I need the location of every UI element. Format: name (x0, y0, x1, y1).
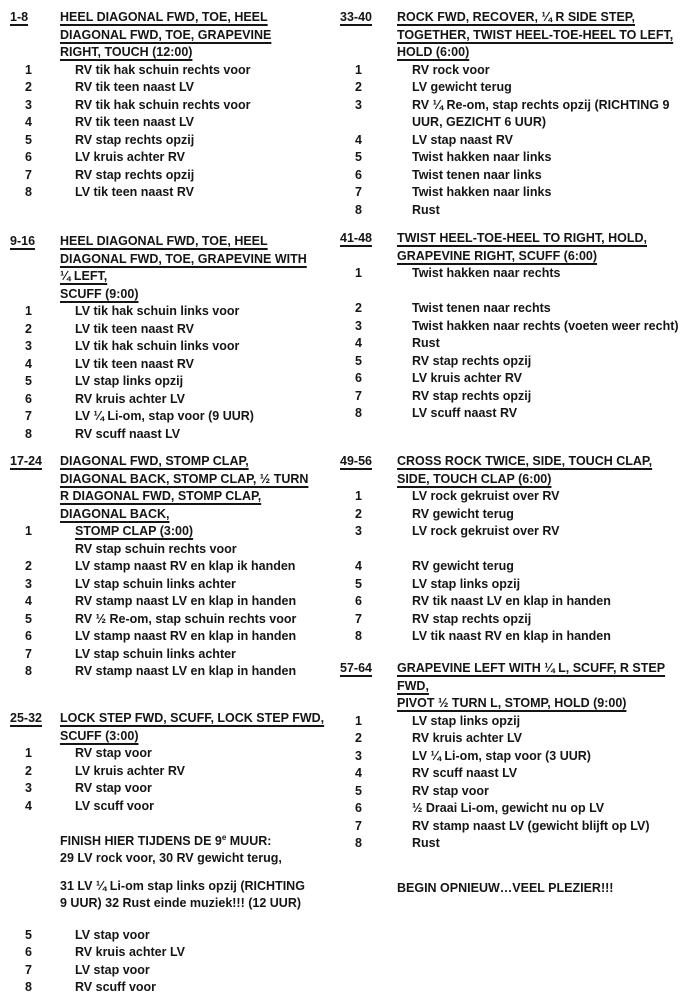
step-row (10, 167, 340, 185)
section-33-40 (340, 9, 694, 219)
step-row (10, 576, 340, 594)
step-number: 2 (355, 506, 362, 521)
step-text: LV stap links opzij (412, 576, 521, 591)
section-header-row (10, 251, 340, 269)
step-number: 2 (25, 559, 32, 573)
step-text: RV stap voor (75, 781, 152, 795)
step-text: RV stamp naast LV (gewicht blijft op LV) (412, 818, 650, 833)
step-number: 3 (355, 97, 362, 112)
section-header-row (10, 268, 340, 286)
step-row (340, 783, 694, 801)
step-number: 4 (355, 132, 362, 147)
section-header-row (340, 230, 694, 248)
step-row (340, 558, 694, 576)
step-number: 2 (25, 763, 32, 778)
step-number: 5 (355, 783, 362, 798)
step-text: LV stap schuin links achter (75, 646, 236, 661)
step-text: LV ¼ Li-om, stap voor (9 UUR) (75, 409, 254, 423)
section-header-row (340, 695, 694, 713)
step-row (340, 167, 694, 185)
step-text: RV tik teen naast LV (75, 80, 195, 94)
step-number: 8 (25, 664, 32, 678)
step-row (10, 927, 340, 945)
step-number: 1 (25, 304, 32, 318)
step-text: RV stap voor (412, 783, 489, 798)
step-row (340, 335, 694, 353)
step-text: Rust (412, 336, 440, 350)
step-row (340, 506, 694, 524)
step-row (10, 303, 340, 321)
step-text: RV scuff voor (75, 980, 157, 994)
step-row (340, 388, 694, 406)
step-row (10, 646, 340, 664)
step-row (10, 373, 340, 391)
section-header-row (10, 488, 340, 506)
step-number: 6 (355, 594, 362, 608)
section-title-line: PIVOT ½ TURN L, STOMP, HOLD (9:00) (397, 696, 627, 710)
step-row (10, 593, 340, 611)
step-text: LV stamp naast RV en klap ik handen (75, 559, 296, 573)
step-text: RV stap schuin rechts voor (75, 541, 237, 556)
step-number: 4 (355, 559, 362, 573)
step-text: LV ¼ Li-om, stap voor (3 UUR) (412, 748, 591, 763)
restart-note (340, 880, 694, 898)
right-column (340, 0, 694, 1000)
step-text: LV gewicht terug (412, 80, 512, 94)
step-row (340, 730, 694, 748)
step-text: RV gewicht terug (412, 559, 514, 573)
finish-note-text: 29 LV rock voor, 30 RV gewicht terug, (60, 851, 282, 865)
step-row (340, 405, 694, 423)
step-row (10, 523, 340, 541)
step-text: RV stap rechts opzij (75, 132, 195, 147)
section-range-label: 25-32 (10, 711, 42, 725)
step-number: 8 (355, 629, 362, 643)
section-9-16 (10, 233, 340, 443)
step-number: 8 (25, 980, 32, 994)
step-number: 4 (25, 798, 32, 813)
step-text: LV stap schuin links achter (75, 576, 236, 591)
section-header-row (10, 9, 340, 27)
step-text: RV tik hak schuin rechts voor (75, 62, 251, 77)
section-title-line: ROCK FWD, RECOVER, ¼ R SIDE STEP, (397, 10, 636, 24)
section-title-line: R DIAGONAL FWD, STOMP CLAP, (60, 489, 262, 503)
step-text: LV tik hak schuin links voor (75, 339, 240, 353)
section-title-line: RIGHT, TOUCH (12:00) (60, 45, 193, 59)
step-row (10, 962, 340, 980)
step-text: RV tik teen naast LV (75, 115, 195, 129)
step-row (10, 745, 340, 763)
section-header-row (340, 678, 694, 696)
section-title-line: TOGETHER, TWIST HEEL-TOE-HEEL TO LEFT, (397, 27, 674, 42)
step-number: 1 (355, 266, 362, 280)
step-row (10, 132, 340, 150)
finish-note-text: FINISH HIER TIJDENS DE 9 (60, 833, 222, 848)
step-row (10, 184, 340, 202)
step-number: 3 (25, 97, 32, 112)
step-number: 2 (355, 731, 362, 745)
section-header-row (10, 728, 340, 746)
step-row (10, 149, 340, 167)
section-header-row (340, 248, 694, 266)
finish-note-text: MUUR: (226, 833, 272, 848)
step-number: 7 (355, 185, 362, 199)
step-number: 5 (355, 353, 362, 368)
step-row (10, 541, 340, 559)
step-text: Twist hakken naar rechts (412, 266, 561, 280)
section-title-line: HOLD (6:00) (397, 45, 470, 59)
step-text: STOMP CLAP (3:00) (75, 524, 194, 538)
section-range-label: 1-8 (10, 10, 29, 24)
step-text: LV stap naast RV (412, 132, 513, 147)
step-text: LV tik naast RV en klap in handen (412, 629, 611, 643)
step-number: 8 (355, 836, 362, 850)
restart-note-text: BEGIN OPNIEUW…VEEL PLEZIER!!! (397, 880, 614, 895)
section-title-line: HEEL DIAGONAL FWD, TOE, HEEL (60, 234, 268, 248)
step-text: LV tik teen naast RV (75, 185, 195, 199)
section-title-line: DIAGONAL FWD, STOMP CLAP, (60, 454, 249, 468)
finish-note-line-2 (10, 850, 340, 868)
step-text: LV scuff voor (75, 798, 154, 813)
section-title-line: HEEL DIAGONAL FWD, TOE, HEEL (60, 10, 268, 24)
section-1-8 (10, 9, 340, 202)
section-title-line: GRAPEVINE LEFT WITH ¼ L, SCUFF, R STEP (397, 661, 666, 675)
step-row (340, 149, 694, 167)
step-number: 5 (25, 611, 32, 626)
section-title-line: LOCK STEP FWD, SCUFF, LOCK STEP FWD, (60, 711, 325, 725)
section-header-row (340, 660, 694, 678)
step-row (340, 370, 694, 388)
section-range-label: 9-16 (10, 234, 36, 248)
step-text: RV stap voor (75, 746, 152, 760)
left-column (10, 0, 340, 1000)
step-text: RV stap rechts opzij (412, 353, 532, 368)
section-header-row (10, 286, 340, 304)
step-row (340, 488, 694, 506)
step-number: 2 (355, 301, 362, 315)
step-row (340, 835, 694, 853)
section-49-56 (340, 453, 694, 646)
step-number: 6 (25, 150, 32, 164)
section-range-label: 33-40 (340, 10, 372, 24)
step-number: 4 (25, 356, 32, 371)
step-row (10, 979, 340, 997)
step-number: 3 (25, 576, 32, 591)
section-range-label: 17-24 (10, 454, 42, 468)
step-row (10, 391, 340, 409)
section-header-row (10, 27, 340, 45)
step-row (10, 944, 340, 962)
step-number: 1 (355, 713, 362, 728)
step-row (340, 318, 694, 336)
section-title-line: GRAPEVINE RIGHT, SCUFF (6:00) (397, 248, 598, 263)
step-number: 1 (25, 524, 32, 538)
step-number: 4 (355, 336, 362, 350)
step-row (340, 132, 694, 150)
step-row (340, 576, 694, 594)
step-text: RV scuff naast LV (412, 766, 518, 780)
step-text: Rust (412, 836, 440, 850)
step-row (10, 321, 340, 339)
finish-note-line-4 (10, 895, 340, 913)
step-row (10, 97, 340, 115)
section-title-line: ¼ LEFT, (60, 269, 108, 283)
step-row (10, 62, 340, 80)
section-header-row (340, 471, 694, 489)
step-number: 6 (355, 167, 362, 182)
spacer (340, 283, 694, 301)
step-row (10, 663, 340, 681)
step-row (10, 611, 340, 629)
step-row (340, 114, 694, 132)
step-text: RV stap rechts opzij (412, 611, 532, 626)
step-text: RV tik naast LV en klap in handen (412, 594, 611, 608)
section-17-24 (10, 453, 340, 681)
step-text: LV tik teen naast RV (75, 321, 195, 336)
step-number: 7 (25, 167, 32, 182)
step-text: Rust (412, 202, 440, 217)
step-number: 5 (25, 132, 32, 147)
spacer (10, 868, 340, 878)
spacer (10, 815, 340, 833)
step-row (340, 79, 694, 97)
section-header-row (10, 506, 340, 524)
section-header-row (10, 710, 340, 728)
step-number: 6 (355, 371, 362, 385)
step-row (10, 798, 340, 816)
section-title-line: CROSS ROCK TWICE, SIDE, TOUCH CLAP, (397, 454, 653, 468)
step-row (340, 353, 694, 371)
step-row (10, 628, 340, 646)
step-text: LV tik hak schuin links voor (75, 304, 240, 318)
step-number: 1 (25, 746, 32, 760)
step-text: RV stamp naast LV en klap in handen (75, 594, 297, 608)
section-title-line: FWD, (397, 678, 429, 693)
step-text: RV stap rechts opzij (412, 388, 532, 403)
step-row (340, 800, 694, 818)
section-range-label: 49-56 (340, 454, 372, 468)
section-header-row (10, 453, 340, 471)
step-number: 5 (25, 927, 32, 942)
section-title-line: TWIST HEEL-TOE-HEEL TO RIGHT, HOLD, (397, 231, 648, 245)
step-number: 6 (25, 391, 32, 406)
step-text: LV stap voor (75, 962, 150, 977)
section-title-line: SIDE, TOUCH CLAP (6:00) (397, 471, 552, 486)
step-number: 2 (355, 80, 362, 94)
section-header-row (340, 9, 694, 27)
step-text: LV tik teen naast RV (75, 356, 195, 371)
step-number: 6 (25, 945, 32, 959)
step-row (340, 265, 694, 283)
step-row (340, 818, 694, 836)
step-number: 7 (355, 388, 362, 403)
spacer (340, 541, 694, 559)
step-row (10, 426, 340, 444)
step-row (10, 338, 340, 356)
step-row (340, 523, 694, 541)
section-title-line: DIAGONAL FWD, TOE, GRAPEVINE (60, 27, 272, 42)
step-number: 4 (25, 594, 32, 608)
step-text: RV kruis achter LV (75, 945, 185, 959)
section-57-64 (340, 660, 694, 897)
step-text: UUR, GEZICHT 6 UUR) (412, 115, 547, 129)
step-text: RV gewicht terug (412, 506, 514, 521)
step-number: 4 (355, 766, 362, 780)
step-number: 2 (25, 80, 32, 94)
section-title-line: SCUFF (3:00) (60, 728, 139, 743)
step-row (340, 748, 694, 766)
step-row (10, 780, 340, 798)
step-text: LV stap links opzij (412, 713, 521, 728)
step-number: 7 (25, 646, 32, 661)
step-text: RV stamp naast LV en klap in handen (75, 664, 297, 678)
finish-note-line-1 (10, 833, 340, 851)
step-number: 5 (25, 374, 32, 388)
step-row (10, 356, 340, 374)
section-range-label: 41-48 (340, 231, 372, 245)
step-number: 1 (25, 62, 32, 77)
section-title-line: SCUFF (9:00) (60, 286, 139, 301)
section-title-line: DIAGONAL BACK, (60, 506, 170, 521)
step-text: Twist tenen naar links (412, 167, 542, 182)
step-row (340, 184, 694, 202)
step-row (340, 97, 694, 115)
step-number: 3 (25, 781, 32, 795)
step-number: 2 (25, 321, 32, 336)
finish-note-text: 31 LV ¼ Li-om stap links opzij (RICHTING (60, 878, 305, 893)
section-range-label: 57-64 (340, 661, 372, 675)
step-number: 7 (355, 818, 362, 833)
section-25-32 (10, 710, 340, 997)
step-text: RV rock voor (412, 62, 490, 77)
step-text: LV scuff naast RV (412, 406, 518, 420)
step-text: ½ Draai Li-om, gewicht nu op LV (412, 801, 605, 815)
section-header-row (10, 471, 340, 489)
finish-note-text: 9 UUR) 32 Rust einde muziek!!! (12 UUR) (60, 896, 302, 910)
step-row (340, 62, 694, 80)
step-row (10, 558, 340, 576)
step-row (10, 763, 340, 781)
step-row (340, 202, 694, 220)
step-text: LV rock gekruist over RV (412, 489, 560, 503)
step-text: RV ½ Re-om, stap schuin rechts voor (75, 611, 297, 626)
step-text: LV rock gekruist over RV (412, 524, 560, 538)
step-number: 5 (355, 150, 362, 164)
step-text: LV kruis achter RV (75, 763, 185, 778)
step-number: 7 (25, 409, 32, 423)
step-number: 8 (25, 185, 32, 199)
step-text: RV ¼ Re-om, stap rechts opzij (RICHTING 9 (412, 97, 670, 112)
step-text: LV kruis achter RV (412, 371, 522, 385)
step-number: 3 (355, 524, 362, 538)
step-number: 3 (355, 318, 362, 333)
section-title-line: DIAGONAL BACK, STOMP CLAP, ½ TURN (60, 471, 309, 486)
step-text: LV stamp naast RV en klap in handen (75, 629, 297, 643)
step-number: 6 (355, 801, 362, 815)
step-text: RV stap rechts opzij (75, 167, 195, 182)
step-row (340, 713, 694, 731)
step-text: Twist hakken naar links (412, 185, 552, 199)
step-text: LV stap voor (75, 927, 150, 942)
step-number: 7 (355, 611, 362, 626)
section-header-row (340, 453, 694, 471)
step-number: 1 (355, 62, 362, 77)
section-header-row (10, 233, 340, 251)
step-text: Twist hakken naar links (412, 150, 552, 164)
step-text: LV kruis achter RV (75, 150, 185, 164)
finish-note-superscript: e (221, 832, 227, 842)
section-header-row (10, 44, 340, 62)
step-number: 5 (355, 576, 362, 591)
step-text: RV tik hak schuin rechts voor (75, 97, 251, 112)
step-number: 8 (355, 406, 362, 420)
step-row (10, 114, 340, 132)
section-title-line: DIAGONAL FWD, TOE, GRAPEVINE WITH (60, 251, 307, 266)
step-row (10, 79, 340, 97)
step-text: RV kruis achter LV (75, 391, 185, 406)
step-text: LV stap links opzij (75, 374, 184, 388)
step-text: Twist tenen naar rechts (412, 301, 551, 315)
finish-note-line-3 (10, 878, 340, 896)
step-text: RV scuff naast LV (75, 426, 181, 441)
section-header-row (340, 44, 694, 62)
step-row (340, 628, 694, 646)
step-row (340, 300, 694, 318)
step-number: 3 (25, 339, 32, 353)
step-number: 8 (25, 426, 32, 441)
section-41-48 (340, 230, 694, 423)
step-number: 4 (25, 115, 32, 129)
step-row (340, 611, 694, 629)
step-text: RV kruis achter LV (412, 731, 522, 745)
step-number: 6 (25, 629, 32, 643)
step-row (10, 408, 340, 426)
step-number: 8 (355, 202, 362, 217)
step-number: 1 (355, 489, 362, 503)
step-row (340, 765, 694, 783)
section-header-row (340, 27, 694, 45)
step-number: 7 (25, 962, 32, 977)
step-text: Twist hakken naar rechts (voeten weer recht) (412, 318, 679, 333)
spacer (10, 913, 340, 927)
step-row (340, 593, 694, 611)
step-number: 3 (355, 748, 362, 763)
